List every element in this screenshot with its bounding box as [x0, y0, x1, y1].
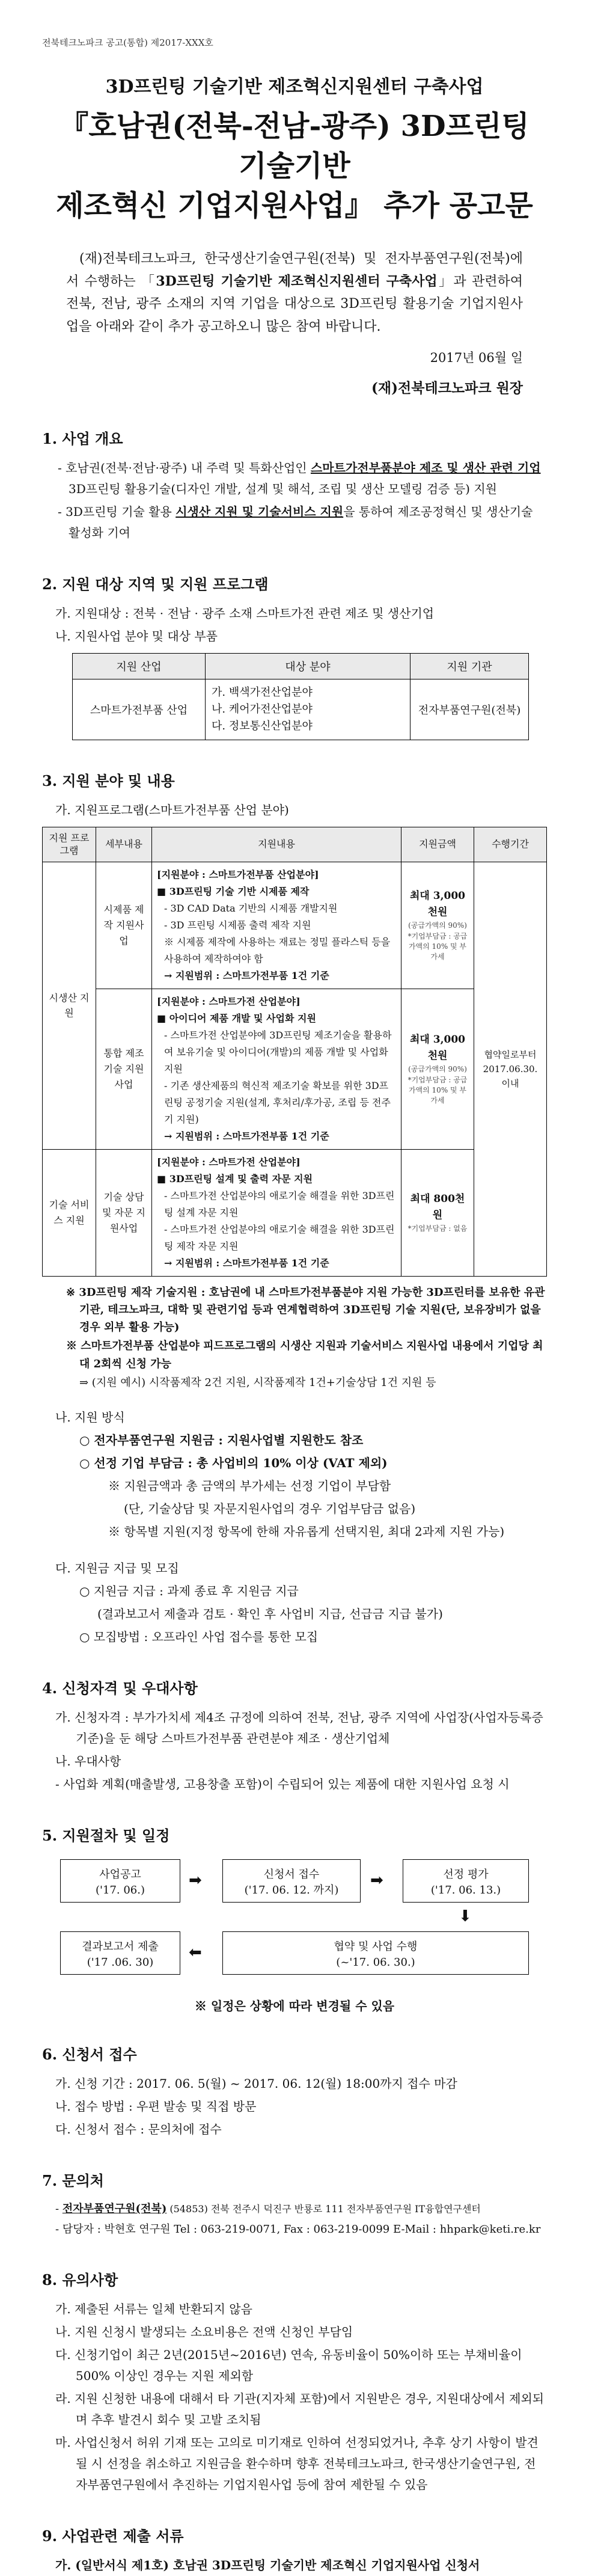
table-header: 지원 기관 — [410, 654, 529, 679]
table-header: 세부내용 — [96, 827, 152, 862]
table-row — [43, 862, 547, 989]
step-date: (~'17. 06. 30.) — [336, 1955, 415, 1969]
table-header: 지원 산업 — [73, 654, 206, 679]
content-line: → 지원범위 : 스마트가전부품 1건 기준 — [164, 1257, 329, 1269]
sec1-p2-a: - 3D프린팅 기술 활용 — [58, 504, 176, 520]
step-agreement — [222, 1931, 529, 1975]
table-notes — [66, 1284, 547, 1391]
category-cell: 시생산 지원 — [43, 862, 96, 1149]
step-date: ('17. 06.) — [96, 1883, 145, 1897]
content-line: → 지원범위 : 스마트가전부품 1건 기준 — [164, 1130, 329, 1142]
sec3-na-o1 — [42, 1430, 547, 1451]
content-line: [지원분야 : 스마트가전 산업분야] — [157, 1156, 301, 1168]
amount-value: 최대 3,000천원 — [410, 1033, 465, 1063]
sec3-da-o1: ○ 지원금 지급 : 과제 종료 후 지원금 지급 — [79, 1583, 299, 1598]
na-o1-text: ○ 전자부품연구원 지원금 : 지원사업별 지원한도 참조 — [79, 1432, 364, 1447]
intro-bold: 3D프린팅 기술기반 제조혁신지원센터 구축사업 — [156, 273, 438, 289]
content-cell — [152, 989, 401, 1149]
amount-note: (공급가액의 90%) *기업부담금 : 공급가액의 10% 및 부가세 — [407, 1065, 468, 1105]
content-line: → 지원범위 : 스마트가전부품 1건 기준 — [164, 969, 329, 981]
step-report — [60, 1931, 180, 1975]
period-cell: 협약일로부터 2017.06.30. 이내 — [474, 862, 547, 1276]
detail-cell: 통합 제조 기술 지원사업 — [96, 989, 152, 1149]
sec9-ga-text: 가. (일반서식 제1호) 호남권 3D프린팅 기술기반 제조혁신 기업지원사업 신청서 — [55, 2557, 480, 2572]
title-line-1: 『호남권(전북-전남-광주) 3D프린팅 기술기반 — [60, 109, 529, 183]
support-field-table — [72, 653, 529, 740]
sec3-na-o2 — [42, 1453, 547, 1474]
amount-value: 최대 3,000천원 — [410, 889, 465, 919]
intro-part-2: 」과 관련하여 전북, 전남, 광주 소재의 지역 기업을 대상으로 3D프린팅 활용기술 기업지원사업을 아래와 같이 추가 공고하오니 많은 참여 바랍니다. — [66, 274, 523, 335]
amount-cell — [401, 989, 474, 1149]
intro-part-1: (재)전북테크노파크, 한국생산기술연구원(전북) 및 전자부품연구원(전북)에서 수행하는 「 — [66, 251, 523, 289]
page-title — [42, 106, 547, 226]
na-o2-text: ○ 선정 기업 부담금 : 총 사업비의 10% 이상 (VAT 제외) — [79, 1455, 388, 1470]
arrow-right-icon: ➡ — [370, 1871, 383, 1889]
schedule-note: ※ 일정은 상황에 따라 변경될 수 있음 — [194, 1998, 395, 2013]
section-4-title: 4. 신청자격 및 우대사항 — [42, 1679, 198, 1697]
content-line: ■ 3D프린팅 설계 및 출력 자문 지원 — [157, 1173, 313, 1185]
sec1-item-1 — [42, 458, 547, 500]
sec3-da-o2: ○ 모집방법 : 오프라인 사업 접수를 통한 모집 — [79, 1629, 319, 1644]
arrow-left-icon: ⬅ — [189, 1943, 202, 1961]
org-name: 전자부품연구원(전북) — [62, 2202, 167, 2215]
amount-value: 최대 800천원 — [410, 1192, 465, 1222]
step-announcement — [60, 1859, 180, 1903]
sec3-da: 다. 지원금 지급 및 모집 — [55, 1560, 179, 1575]
table-row — [43, 1149, 547, 1276]
step-evaluation — [403, 1859, 529, 1903]
field-item: 나. 케어가전산업분야 — [212, 702, 313, 716]
content-cell — [152, 862, 401, 989]
notice-date: 2017년 06월 일 — [430, 351, 523, 366]
sec2-ga: 가. 지원대상 : 전북 · 전남 · 광주 소재 스마트가전 관련 제조 및 생산기업 — [55, 606, 435, 621]
process-flow — [42, 1854, 547, 1993]
sec4-ga: 가. 신청자격 : 부가가치세 제4조 규정에 의하여 전북, 전남, 광주 지역에 사업장(사업자등록증 기준)을 둔 해당 스마트가전부품 관련분야 제조 · 생산기업체 — [55, 1710, 543, 1746]
step-application — [222, 1859, 361, 1903]
step-date: ('17. 06. 12. 까지) — [244, 1883, 339, 1897]
field-item: 다. 정보통신산업분야 — [212, 719, 313, 732]
notice-number: 전북테크노파크 공고(통합) 제2017-XXX호 — [42, 37, 213, 48]
arrow-down-icon: ⬇ — [459, 1907, 472, 1925]
signer: (재)전북테크노파크 원장 — [371, 380, 523, 397]
table-row — [43, 989, 547, 1149]
support-program-table — [42, 827, 547, 1277]
amount-cell — [401, 862, 474, 989]
content-line: - 스마트가전 산업분야에 3D프린팅 제조기술을 활용하여 보유기술 및 아이디어(개발)의 제품 개발 및 사업화 지원 — [164, 1029, 392, 1075]
sec6-na: 나. 접수 방법 : 우편 발송 및 직접 방문 — [55, 2099, 257, 2114]
section-7-title: 7. 문의처 — [42, 2171, 104, 2189]
sec3-ga: 가. 지원프로그램(스마트가전부품 산업 분야) — [55, 802, 289, 817]
section-2-title: 2. 지원 대상 지역 및 지원 프로그램 — [42, 575, 269, 593]
step-date: ('17. 06. 13.) — [430, 1883, 501, 1897]
section-5-title: 5. 지원절차 및 일정 — [42, 1826, 170, 1844]
sec1-p2-underline: 시생산 지원 및 기술서비스 지원 — [175, 504, 344, 520]
fields-cell — [206, 679, 410, 740]
table-header: 대상 분야 — [206, 654, 410, 679]
agency-cell: 전자부품연구원(전북) — [410, 679, 529, 740]
sec6-ga: 가. 신청 기간 : 2017. 06. 5(월) ~ 2017. 06. 12(월) 18:00까지 접수 마감 — [55, 2076, 457, 2091]
sec8-item: 라. 지원 신청한 내용에 대해서 타 기관(지자체 포함)에서 지원받은 경우, 지원대상에서 제외되며 추후 발견시 회수 및 고발 조치됨 — [55, 2391, 545, 2427]
content-line: - 기존 생산제품의 혁신적 제조기술 확보를 위한 3D프린팅 공정기술 지원(설계, 후처리/후가공, 조립 등 전주기 지원) — [164, 1079, 391, 1125]
org-address: (54853) 전북 전주시 덕진구 반룡로 111 전자부품연구원 IT융합연구센터 — [166, 2203, 481, 2215]
sec1-p1-underline: 스마트가전부품분야 제조 및 생산 관련 기업 — [310, 461, 541, 476]
category-cell: 기술 서비스 지원 — [43, 1149, 96, 1276]
sec9-ga — [42, 2555, 547, 2576]
section-9-title: 9. 사업관련 제출 서류 — [42, 2527, 184, 2545]
step-label: 사업공고 — [99, 1868, 141, 1881]
note-item: ※ 3D프린팅 제작 기술지원 : 호남권에 내 스마트가전부품분야 지원 가능한 3D프린터를 보유한 유관기관, 테크노파크, 대학 및 관련기업 등과 연계협력하여 3D프린팅 기술 지원(단, 보유장비가 없을 경우 외부 활용 가능) — [66, 1286, 545, 1334]
sec3-na-s1: ※ 지원금액과 총 금액의 부가세는 선정 기업이 부담함 — [108, 1478, 391, 1493]
industry-cell: 스마트가전부품 산업 — [73, 679, 206, 740]
step-label: 결과보고서 제출 — [82, 1940, 159, 1953]
content-line: [지원분야 : 스마트가전 산업분야] — [157, 995, 301, 1007]
step-label: 선정 평가 — [443, 1868, 489, 1881]
sec3-da-o1b: (결과보고서 제출과 검토 · 확인 후 사업비 지급, 선급금 지급 불가) — [97, 1606, 443, 1621]
content-line: - 스마트가전 산업분야의 애로기술 해결을 위한 3D프린팅 제작 자문 지원 — [164, 1223, 395, 1252]
sec1-item-2 — [42, 501, 547, 544]
title-line-2: 제조혁신 기업지원사업』 추가 공고문 — [56, 189, 533, 223]
content-line: ■ 아이디어 제품 개발 및 사업화 지원 — [157, 1012, 316, 1024]
sec1-p1-b: 3D프린팅 활용기술(디자인 개발, 설계 및 해석, 조립 및 생산 모델링 검증 등) 지원 — [69, 482, 497, 497]
detail-cell: 기술 상담 및 자문 지원사업 — [96, 1149, 152, 1276]
content-line: - 스마트가전 산업분야의 애로기술 해결을 위한 3D프린팅 설계 자문 지원 — [164, 1189, 395, 1218]
content-line: - 3D CAD Data 기반의 시제품 개발지원 — [164, 902, 338, 914]
note-item: ※ 스마트가전부품 산업분야 피드프로그램의 시생산 지원과 기술서비스 지원사업 내용에서 기업당 최대 2회씩 신청 가능 — [66, 1340, 543, 1370]
sec1-p1-a: - 호남권(전북·전남·광주) 내 주력 및 특화산업인 — [58, 461, 311, 476]
content-line: ※ 시제품 제작에 사용하는 재료는 정밀 플라스틱 등을 사용하여 제작하여야 함 — [164, 936, 391, 964]
field-item: 가. 백색가전산업분야 — [212, 686, 313, 699]
step-date: ('17 .06. 30) — [87, 1955, 154, 1969]
table-header: 지원금액 — [401, 827, 474, 862]
detail-cell: 시제품 제작 지원사업 — [96, 862, 152, 989]
section-1-title: 1. 사업 개요 — [42, 430, 123, 448]
amount-cell — [401, 1149, 474, 1276]
amount-note: (공급가액의 90%) *기업부담금 : 공급가액의 10% 및 부가세 — [407, 921, 468, 961]
project-subtitle: 3D프린팅 기술기반 제조혁신지원센터 구축사업 — [105, 76, 484, 97]
content-cell — [152, 1149, 401, 1276]
content-line: - 3D 프린팅 시제품 출력 제작 지원 — [164, 919, 311, 931]
table-header: 지원 프로그램 — [43, 827, 96, 862]
sec7-org: - 전자부품연구원(전북) (54853) 전북 전주시 덕진구 반룡로 111 전자부품연구원 IT융합연구센터 — [55, 2202, 481, 2215]
sec3-na-s1b: (단, 기술상담 및 자문지원사업의 경우 기업부담금 없음) — [124, 1501, 416, 1516]
sec8-item: 나. 지원 신청시 발생되는 소요비용은 전액 신청인 부담임 — [55, 2324, 353, 2339]
note-item: ⇒ (지원 예시) 시작품제작 2건 지원, 시작품제작 1건+기술상담 1건 지원 등 — [79, 1376, 436, 1389]
table-header: 지원내용 — [152, 827, 401, 862]
sec6-da: 다. 신청서 접수 : 문의처에 접수 — [55, 2121, 222, 2136]
arrow-right-icon: ➡ — [189, 1871, 202, 1889]
sec7-contact: - 담당자 : 박현호 연구원 Tel : 063-219-0071, Fax : 063-219-0099 E-Mail : hhpark@keti.re.kr — [55, 2223, 541, 2236]
sec4-na: 나. 우대사항 — [55, 1753, 121, 1768]
amount-note: *기업부담금 : 없음 — [407, 1224, 468, 1233]
sec1-p2-b: 을 통하여 제조공정혁신 및 생산기술 활성화 기여 — [69, 504, 533, 541]
sec8-item: 가. 제출된 서류는 일체 반환되지 않음 — [55, 2301, 252, 2316]
sec3-na-s2: ※ 항목별 지원(지정 항목에 한해 자유롭게 선택지원, 최대 2과제 지원 가능) — [108, 1524, 505, 1539]
step-label: 신청서 접수 — [263, 1868, 320, 1881]
sec3-na: 나. 지원 방식 — [55, 1409, 125, 1424]
content-line: ■ 3D프린팅 기술 기반 시제품 제작 — [157, 885, 310, 897]
section-3-title: 3. 지원 분야 및 내용 — [42, 771, 175, 790]
sec2-na: 나. 지원사업 분야 및 대상 부품 — [55, 629, 218, 644]
content-line: [지원분야 : 스마트가전부품 산업분야] — [157, 868, 319, 880]
intro-paragraph — [66, 248, 523, 339]
table-header: 수행기간 — [474, 827, 547, 862]
section-8-title: 8. 유의사항 — [42, 2271, 118, 2289]
step-label: 협약 및 사업 수행 — [334, 1940, 418, 1953]
sec8-item: 마. 사업신청서 허위 기재 또는 고의로 미기재로 인하여 선정되었거나, 추후 상기 사항이 발견될 시 선정을 취소하고 지원금을 환수하며 향후 전북테크노파크, 한국생산기술연구원, 전자부품연구원에서 추진하는 기업지원사업 등에 참여 제한될 수 있음 — [55, 2435, 539, 2492]
section-6-title: 6. 신청서 접수 — [42, 2045, 137, 2063]
sec8-item: 다. 신청기업이 최근 2년(2015년~2016년) 연속, 유동비율이 50%이하 또는 부채비율이 500% 이상인 경우는 지원 제외함 — [55, 2347, 522, 2383]
sec4-na-1: - 사업화 계획(매출발생, 고용창출 포함)이 수립되어 있는 제품에 대한 지원사업 요청 시 — [55, 1776, 510, 1791]
